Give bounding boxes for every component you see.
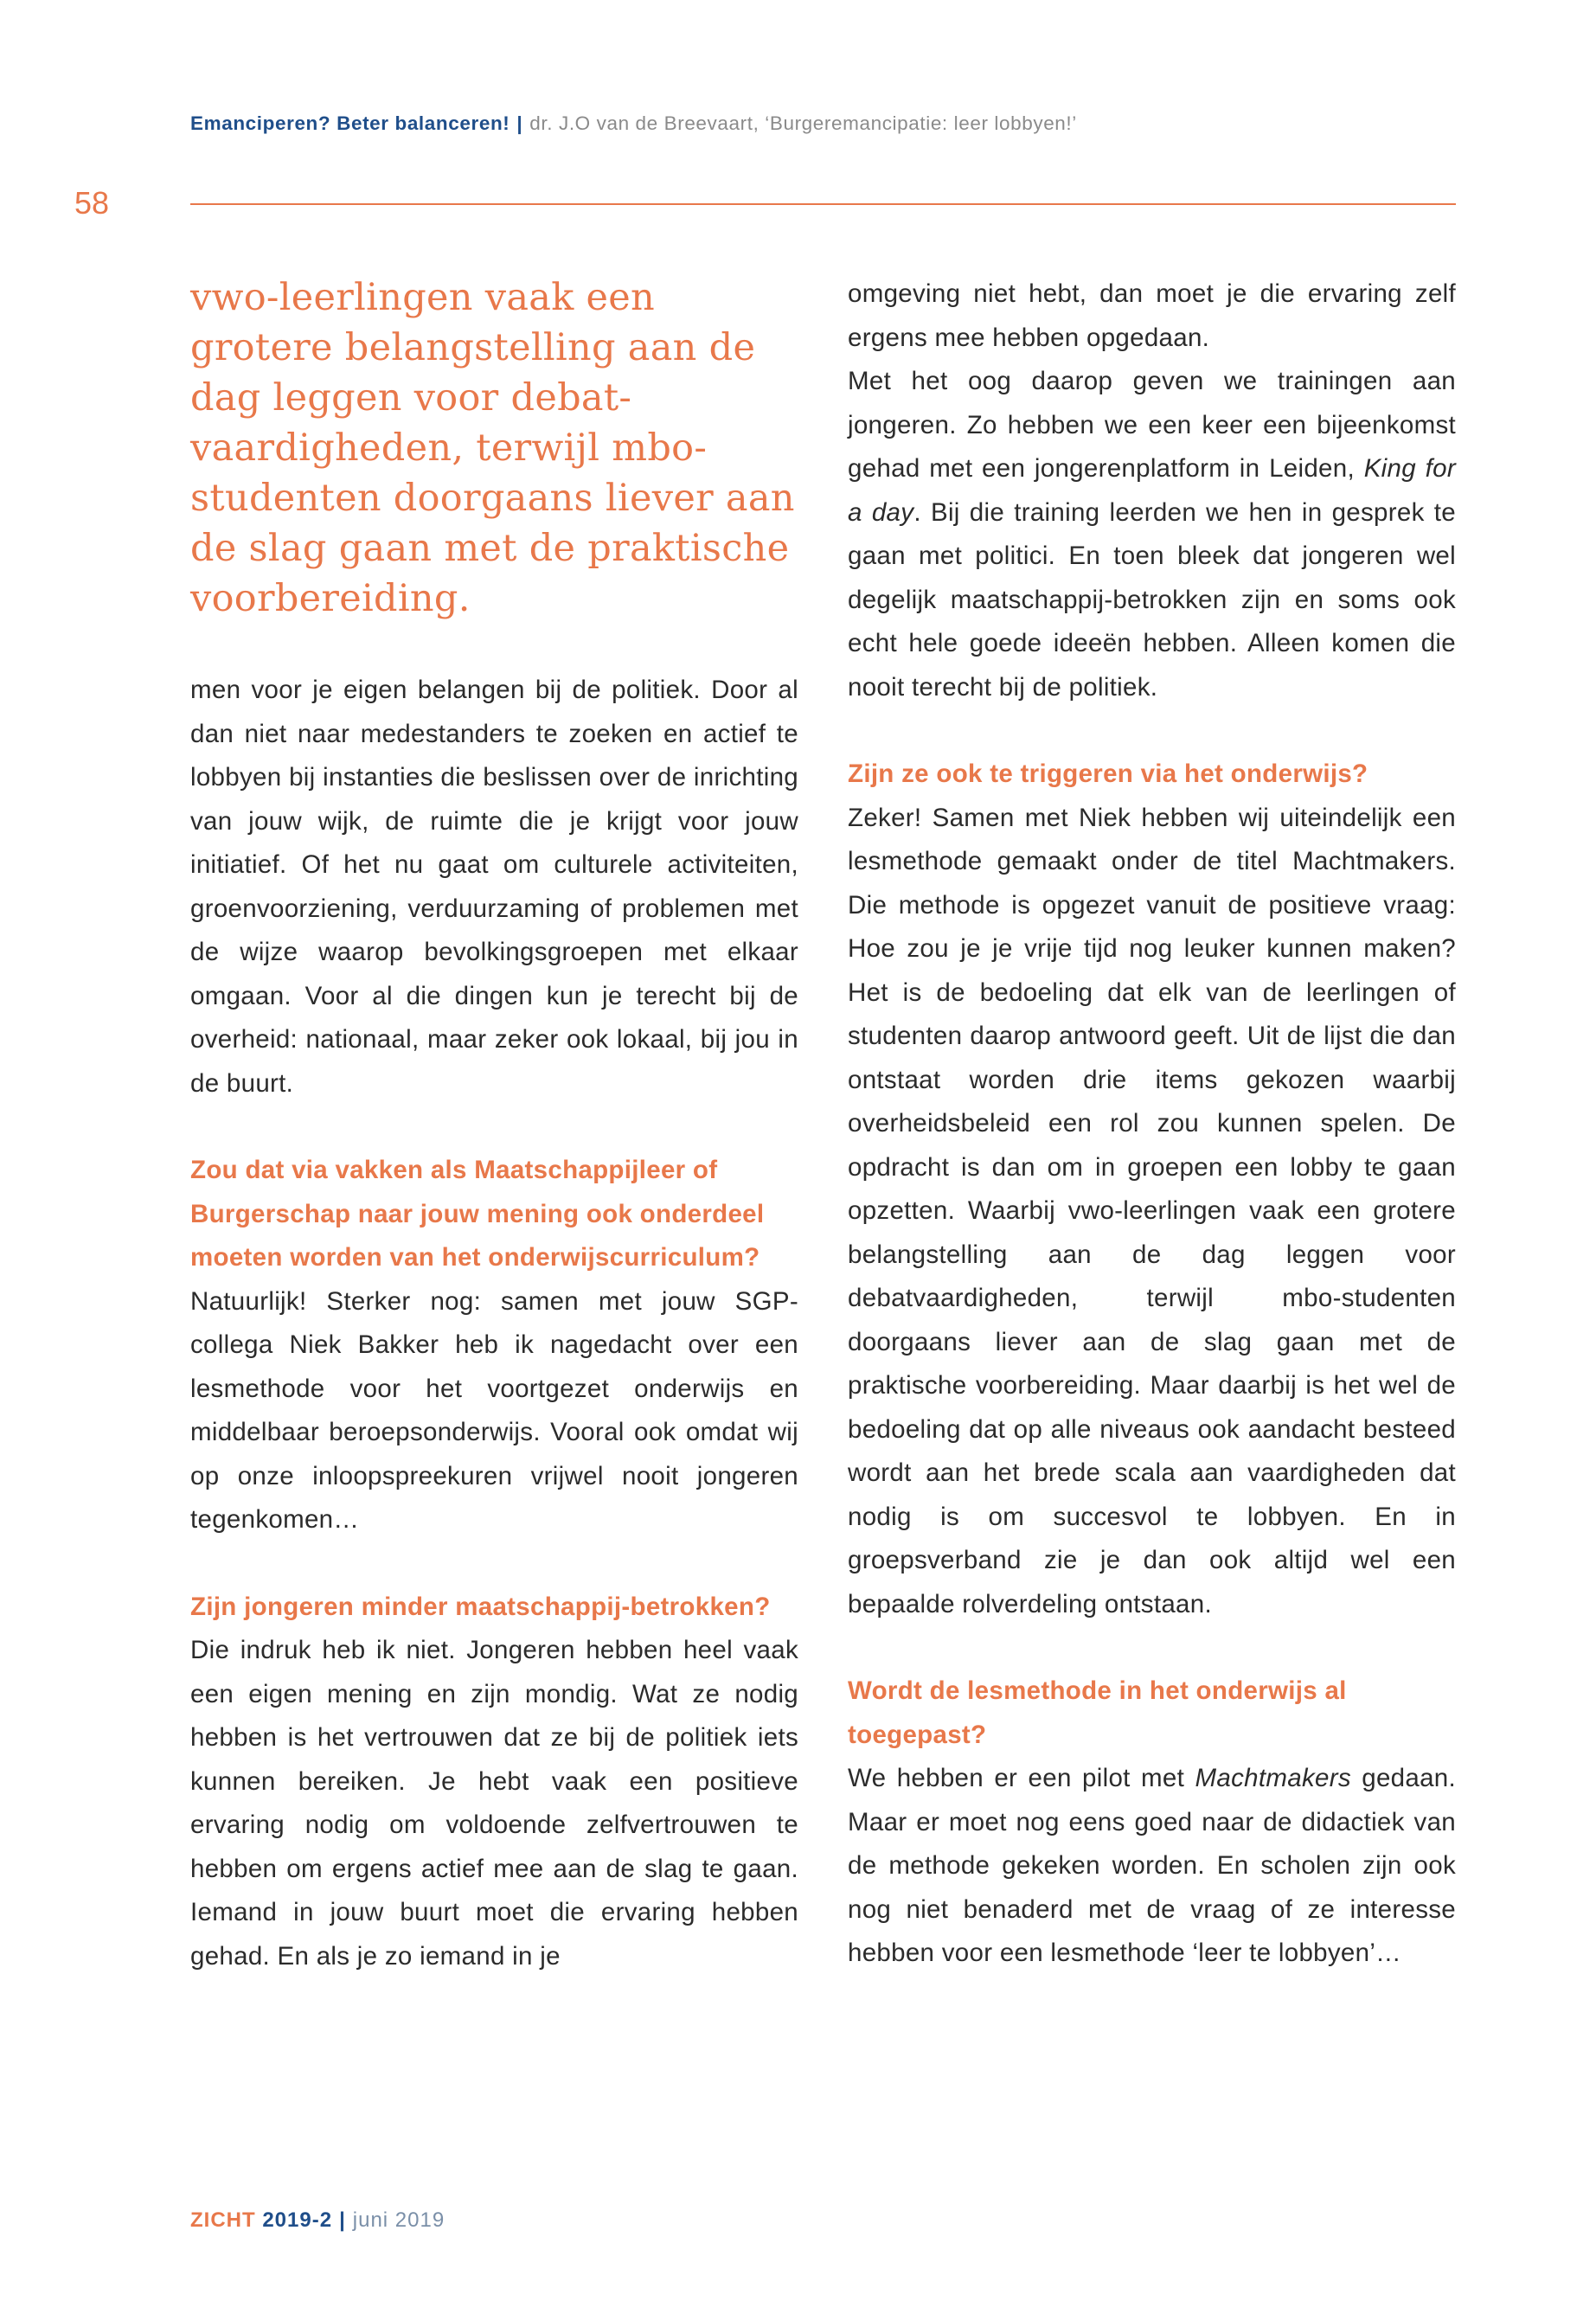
interview-answer: Die indruk heb ik niet. Jongeren hebben heel vaak een eigen mening en zijn mondig. Wat ze nodig hebben is het vertrouwen dat ze bij de politiek iets kunnen bereiken. Je hebt vaak een positieve ervaring nodig om voldoende zelfvertrouwen te hebben om ergens actief mee aan de slag te gaan. Iemand in jouw buurt moet die ervaring hebben gehad. En als je zo iemand in je — [190, 1636, 798, 1971]
interview-answer: Zeker! Samen met Niek hebben wij uiteindelijk een lesmethode gemaakt onder de titel Machtmakers. Die methode is opgezet vanuit de positieve vraag: Hoe zou je je vrije tijd nog leuker kunnen maken? Het is de bedoeling dat elk van de leerlingen of studenten daarop antwoord geeft. Uit de lijst die dan ontstaat worden drie items gekozen waarbij overheidsbeleid een rol zou kunnen spelen. De opdracht is dan om in groepen een lobby te gaan opzetten. Waarbij vwo-leerlingen vaak een grotere belangstelling aan de dag leggen voor debatvaardigheden, terwijl mbo-studenten doorgaans liever aan de slag gaan met de praktische voorbereiding. Maar daarbij is het wel de bedoeling dat op alle niveaus ook aandacht besteed wordt aan het brede scala aan vaardigheden dat nodig is om succesvol te lobbyen. En in groepsverband zie je dan ook altijd wel een bepaalde rolverdeling ontstaan. — [848, 803, 1456, 1618]
page-number: 58 — [74, 185, 110, 221]
italic-title: King for a day — [848, 454, 1456, 527]
paragraph-text: We hebben er een pilot met — [848, 1764, 1195, 1792]
article-credit: dr. J.O van de Breevaart, ‘Burgeremancipatie: leer lobbyen!’ — [529, 112, 1077, 134]
interview-answer: Natuurlijk! Sterker nog: samen met jouw SGP-collega Niek Bakker heb ik nagedacht over een lesmethode voor het voortgezet onderwijs en middelbaar beroepsonderwijs. Vooral ook omdat wij op onze inloopspreekuren vrijwel nooit jongeren tegenkomen… — [190, 1286, 798, 1534]
interview-question: Zijn jongeren minder maatschappij-betrokken? — [190, 1592, 771, 1621]
interview-answer — [848, 1757, 1456, 1976]
issue-date: juni 2019 — [352, 2208, 445, 2232]
footer-separator: | — [339, 2208, 346, 2232]
left-column — [190, 272, 798, 1978]
issue-number: 2019-2 — [262, 2208, 333, 2232]
body-paragraph: omgeving niet hebt, dan moet je die ervaring zelf ergens mee hebben opgedaan. — [848, 279, 1456, 352]
italic-title: Machtmakers — [1195, 1764, 1351, 1792]
right-column — [848, 272, 1456, 1976]
footer — [190, 2208, 445, 2233]
running-head — [190, 112, 1453, 135]
body-paragraph — [848, 360, 1456, 709]
paragraph-text: Met het oog daarop geven we trainingen aan jongeren. Zo hebben we een keer een bijeenkomst gehad met een jongerenplatform in Leiden, — [848, 367, 1456, 483]
body-paragraph: men voor je eigen belangen bij de politiek. Door al dan niet naar medestanders te zoeken en actief te lobbyen bij instanties die beslissen over de inrichting van jouw wijk, de ruimte die je krijgt voor jouw initiatief. Of het nu gaat om culturele activiteiten, groenvoorziening, verduurzaming of problemen met de wijze waarop bevolkingsgroepen met elkaar omgaan. Voor al die dingen kun je terecht bij de overheid: nationaal, maar zeker ook lokaal, bij jou in de buurt. — [190, 676, 798, 1098]
interview-question: Zou dat via vakken als Maatschappijleer of Burgerschap naar jouw mening ook onderdeel moeten worden van het onderwijscurriculum? — [190, 1156, 765, 1272]
interview-question: Wordt de lesmethode in het onderwijs al toegepast? — [848, 1676, 1347, 1749]
interview-question: Zijn ze ook te triggeren via het onderwijs? — [848, 760, 1368, 788]
header-rule — [190, 203, 1456, 205]
header-separator: | — [516, 112, 523, 134]
paragraph-text: . Bij die training leerden we hen in gesprek te gaan met politici. En toen bleek dat jongeren wel degelijk maatschappij-betrokken zijn en soms ook echt hele goede ideeën hebben. Alleen komen die nooit terecht bij de politiek. — [848, 497, 1456, 702]
magazine-name: ZICHT — [190, 2208, 256, 2232]
paragraph-text: gedaan. Maar er moet nog eens goed naar de didactiek van de methode gekeken worden. En scholen zijn ook nog niet benaderd met de vraag of ze interesse hebben voor een lesmethode ‘leer te lobbyen’… — [848, 1764, 1456, 1967]
pull-quote: vwo-leerlingen vaak een grotere belangstelling aan de dag leggen voor debat-vaardigheden, terwijl mbo-studenten doorgaans liever aan de slag gaan met de praktische voorbereiding. — [190, 276, 795, 620]
series-title: Emanciperen? Beter balanceren! — [190, 112, 510, 134]
